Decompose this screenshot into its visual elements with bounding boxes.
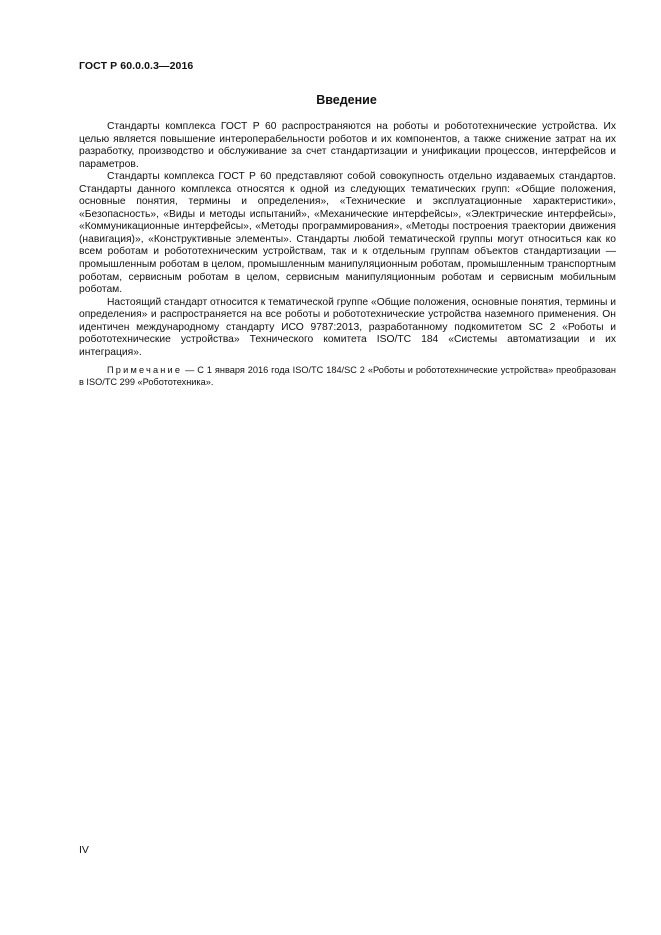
document-header: ГОСТ Р 60.0.0.3—2016 <box>79 60 194 72</box>
paragraph-2: Стандарты комплекса ГОСТ Р 60 представляют собой совокупность отдельно издаваемых стандартов. Стандарты данного комплекса относятся к одной из следующих тематических групп: «Общие положения, основные понятия, термины и определения», «Технические и эксплуатационные характеристики», «Безопасность», «Виды и методы испытаний», «Механические интерфейсы», «Электрические интерфейсы», «Коммуникационные интерфейсы», «Методы программирования», «Методы построения траектории движения (навигация)», «Конструктивные элементы». Стандарты любой тематической группы могут относиться как ко всем роботам и робототехническим устройствам, так и к отдельным группам объектов стандартизации — промышленным роботам в целом, промышленным манипуляционным роботам, промышленным транспортным роботам, сервисным роботам в целом, сервисным манипуляционным роботам и сервисным мобильным роботам. <box>79 171 616 296</box>
note-text: — С 1 января 2016 года ISO/TC 184/SC 2 «Роботы и робототехнические устройства» преобразован в ISO/TC 299 «Робототехника». <box>79 365 616 387</box>
document-body <box>79 121 616 388</box>
section-title: Введение <box>316 93 377 107</box>
note <box>79 365 616 388</box>
paragraph-1: Стандарты комплекса ГОСТ Р 60 распространяются на роботы и робототехнические устройства. Их целью является повышение интероперабельности роботов и их компонентов, а также снижение затрат на их разработку, производство и обслуживание за счет стандартизации и унификации процессов, интерфейсов и параметров. <box>79 121 616 170</box>
note-prefix: Примечание <box>107 365 183 376</box>
page-number: IV <box>79 844 89 856</box>
paragraph-3: Настоящий стандарт относится к тематической группе «Общие положения, основные понятия, термины и определения» и распространяется на все роботы и робототехнические устройства наземного применения. Он идентичен международному стандарту ИСО 9787:2013, разработанному подкомитетом SC 2 «Роботы и робототехнические устройства» Технического комитета ISO/TC 184 «Системы автоматизации и их интеграция». <box>79 296 616 358</box>
